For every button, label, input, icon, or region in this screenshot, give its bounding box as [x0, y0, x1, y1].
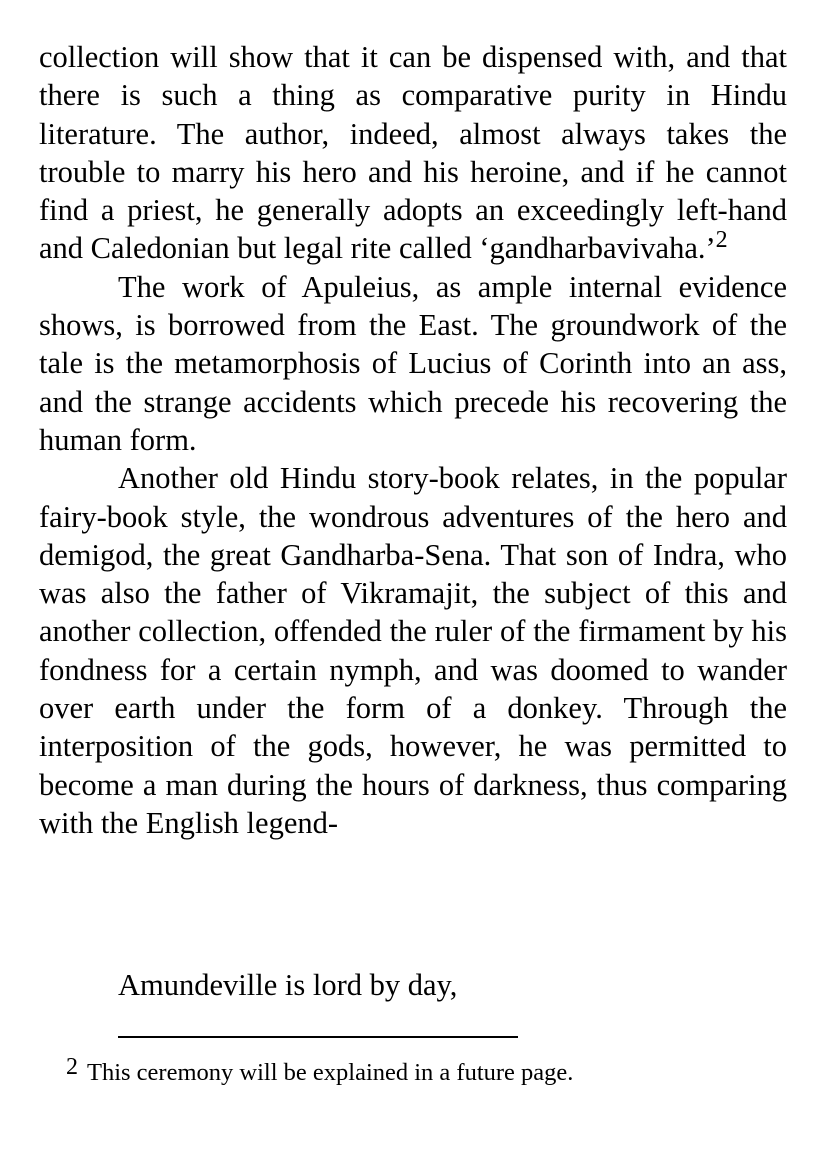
footnote-number: 2: [66, 1054, 78, 1080]
paragraph-1-text: collection will show that it can be dispensed with, and that there is such a thing as comparative purity in Hindu literature. The author, indeed, almost always takes the trouble to marry his hero and his heroine, and if he cannot find a priest, he generally adopts an exceedingly left-hand and Caledonian but legal rite called ‘gandharbavivaha.’: [39, 40, 787, 266]
verse-line-1: Amundeville is lord by day,: [118, 968, 458, 1002]
paragraph-2: The work of Apuleius, as ample internal evidence shows, is borrowed from the East. The groundwork of the tale is the metamorphosis of Lucius of Corinth into an ass, and the strange accidents which precede his recovering the human form.: [39, 269, 787, 457]
footnote-separator-rule: [118, 1036, 518, 1038]
paragraph-1: [39, 38, 787, 268]
footnote: [66, 1054, 574, 1088]
paragraph-3: Another old Hindu story-book relates, in the popular fairy-book style, the wondrous adventures of the hero and demigod, the great Gandharba-Sena. That son of Indra, who was also the father of Vikramajit, the subject of this and another collection, offended the ruler of the firmament by his fondness for a certain nymph, and was doomed to wander over earth under the form of a donkey. Through the interposition of the gods, however, he was permitted to become a man during the hours of darkness, thus comparing with the English legend-: [39, 461, 787, 840]
page-body: [39, 38, 787, 842]
footnote-text: This ceremony will be explained in a future page.: [87, 1059, 574, 1086]
footnote-reference[interactable]: 2: [715, 227, 728, 254]
